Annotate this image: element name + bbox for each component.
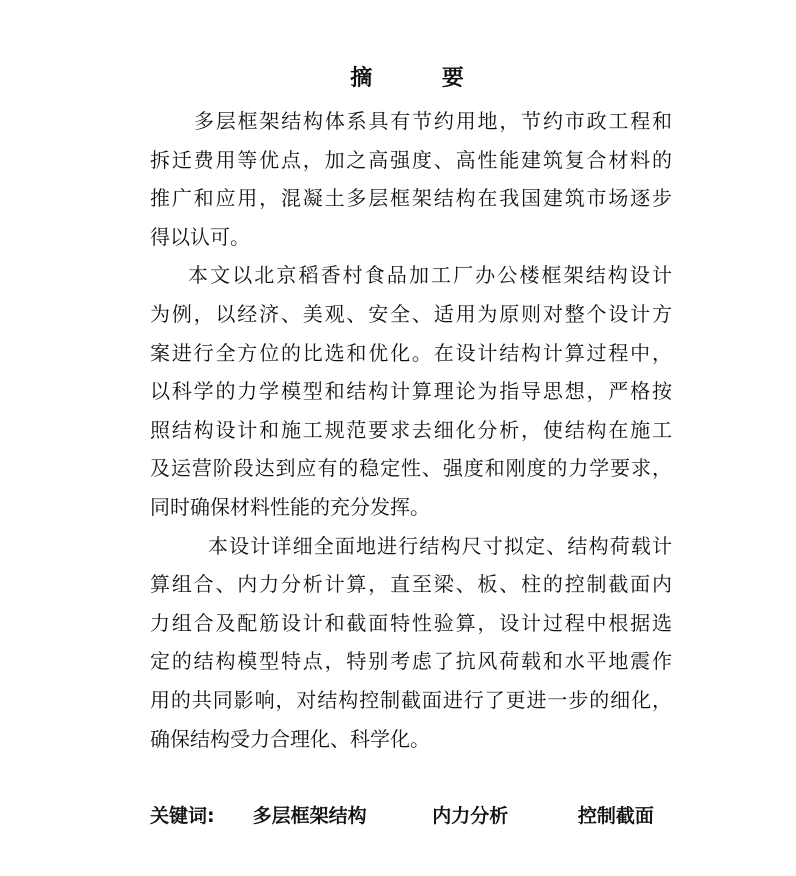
keyword-item: 内力分析	[432, 805, 509, 827]
keyword-item: 控制截面	[577, 805, 654, 827]
paragraph-2-line-1: 本文以北京稻香村食品加工厂办公楼框架结构设计	[188, 263, 672, 288]
paragraph-3-line-3: 力组合及配筋设计和截面特性验算，设计过程中根据选	[150, 610, 672, 635]
keyword-item: 多层框架结构	[252, 805, 367, 827]
abstract-body	[150, 102, 672, 758]
keywords-label: 关键词:	[150, 805, 215, 827]
abstract-title: 摘 要	[350, 66, 466, 91]
paragraph-2-line-6: 及运营阶段达到应有的稳定性、强度和刚度的力学要求，	[150, 456, 672, 481]
paragraph-3-line-1: 本设计详细全面地进行结构尺寸拟定、结构荷载计	[208, 533, 672, 558]
paragraph-1-line-2: 拆迁费用等优点，加之高强度、高性能建筑复合材料的	[150, 147, 672, 172]
paragraph-1-line-4: 得以认可。	[150, 224, 250, 249]
paragraph-2-line-3: 案进行全方位的比选和优化。在设计结构计算过程中，	[150, 340, 672, 365]
paragraph-3-line-2: 算组合、内力分析计算，直至梁、板、柱的控制截面内	[150, 572, 672, 597]
paragraph-2-line-4: 以科学的力学模型和结构计算理论为指导思想，严格按	[150, 379, 672, 404]
paragraph-1-line-3: 推广和应用，混凝土多层框架结构在我国建筑市场逐步	[150, 186, 672, 211]
paragraph-2-line-7: 同时确保材料性能的充分发挥。	[150, 494, 430, 519]
paragraph-3-line-6: 确保结构受力合理化、科学化。	[150, 726, 430, 751]
paragraph-1-line-1: 多层框架结构体系具有节约用地，节约市政工程和	[194, 109, 672, 133]
paragraph-3-line-4: 定的结构模型特点，特别考虑了抗风荷载和水平地震作	[150, 649, 672, 674]
keywords-row	[150, 798, 654, 834]
paragraph-2-line-2: 为例，以经济、美观、安全、适用为原则对整个设计方	[150, 301, 672, 326]
paragraph-3-line-5: 用的共同影响，对结构控制截面进行了更进一步的细化，	[150, 687, 672, 712]
paragraph-2-line-5: 照结构设计和施工规范要求去细化分析，使结构在施工	[150, 417, 672, 442]
